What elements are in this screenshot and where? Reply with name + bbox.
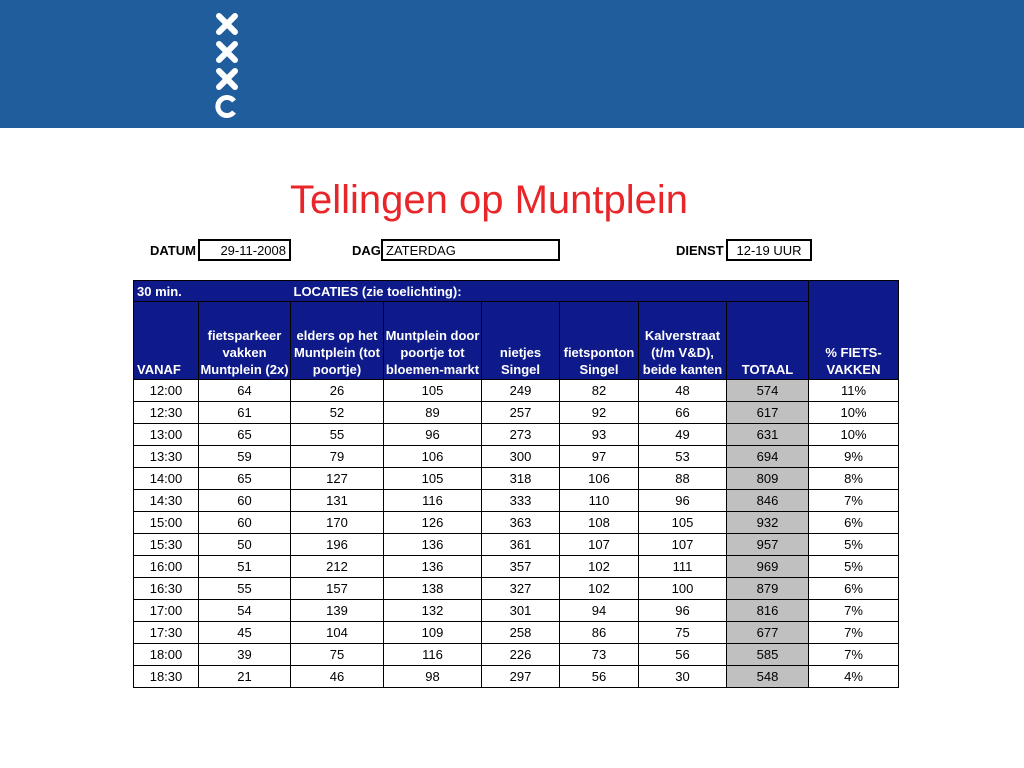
cell-fietsponton: 82 (560, 380, 639, 402)
cell-percent: 5% (809, 534, 899, 556)
cell-fietsparkeervakken: 64 (199, 380, 291, 402)
header-kalverstraat: Kalverstraat (t/m V&D), beide kanten (639, 302, 727, 380)
header-elders: elders op het Muntplein (tot poortje) (291, 302, 384, 380)
header-percent: % FIETS-VAKKEN (809, 281, 899, 380)
page-title: Tellingen op Muntplein (289, 178, 689, 222)
cell-totaal: 809 (727, 468, 809, 490)
cell-fietsponton: 102 (560, 556, 639, 578)
cell-nietjes: 357 (482, 556, 560, 578)
dienst-label: DIENST (676, 243, 724, 258)
header-vanaf: VANAF (134, 302, 199, 380)
cell-poortje: 105 (384, 468, 482, 490)
cell-time: 15:00 (134, 512, 199, 534)
table-row (134, 666, 899, 688)
cell-elders: 157 (291, 578, 384, 600)
cell-percent: 4% (809, 666, 899, 688)
cell-poortje: 106 (384, 446, 482, 468)
cell-elders: 52 (291, 402, 384, 424)
table-header-row (134, 302, 899, 380)
cell-totaal: 957 (727, 534, 809, 556)
cell-fietsparkeervakken: 54 (199, 600, 291, 622)
datum-label: DATUM (150, 243, 196, 258)
cell-fietsparkeervakken: 39 (199, 644, 291, 666)
cell-percent: 8% (809, 468, 899, 490)
cell-fietsparkeervakken: 51 (199, 556, 291, 578)
cell-time: 12:30 (134, 402, 199, 424)
cell-nietjes: 273 (482, 424, 560, 446)
dag-label: DAG (352, 243, 381, 258)
table-row (134, 578, 899, 600)
cell-totaal: 631 (727, 424, 809, 446)
cell-totaal: 932 (727, 512, 809, 534)
cell-time: 18:00 (134, 644, 199, 666)
cell-nietjes: 361 (482, 534, 560, 556)
cell-fietsponton: 93 (560, 424, 639, 446)
cell-kalverstraat: 48 (639, 380, 727, 402)
cell-fietsponton: 94 (560, 600, 639, 622)
cell-totaal: 846 (727, 490, 809, 512)
header-fietsponton: fietsponton Singel (560, 302, 639, 380)
cell-fietsparkeervakken: 50 (199, 534, 291, 556)
cell-time: 14:00 (134, 468, 199, 490)
cell-time: 17:00 (134, 600, 199, 622)
cell-nietjes: 318 (482, 468, 560, 490)
cell-time: 13:00 (134, 424, 199, 446)
cell-percent: 11% (809, 380, 899, 402)
cell-time: 18:30 (134, 666, 199, 688)
cell-fietsparkeervakken: 21 (199, 666, 291, 688)
amsterdam-cross-icon (219, 44, 235, 60)
table-row (134, 446, 899, 468)
cell-time: 16:30 (134, 578, 199, 600)
cell-kalverstraat: 88 (639, 468, 727, 490)
table-row (134, 556, 899, 578)
table-row (134, 512, 899, 534)
dag-field: ZATERDAG (381, 239, 560, 261)
cell-totaal: 585 (727, 644, 809, 666)
cell-nietjes: 258 (482, 622, 560, 644)
table-row (134, 644, 899, 666)
amsterdam-logo (212, 10, 242, 120)
cell-kalverstraat: 53 (639, 446, 727, 468)
cell-nietjes: 327 (482, 578, 560, 600)
cell-poortje: 105 (384, 380, 482, 402)
cell-elders: 131 (291, 490, 384, 512)
table-row (134, 424, 899, 446)
cell-fietsparkeervakken: 61 (199, 402, 291, 424)
cell-poortje: 89 (384, 402, 482, 424)
cell-totaal: 617 (727, 402, 809, 424)
cell-kalverstraat: 96 (639, 490, 727, 512)
cell-percent: 6% (809, 578, 899, 600)
cell-elders: 26 (291, 380, 384, 402)
cell-fietsponton: 102 (560, 578, 639, 600)
cell-nietjes: 226 (482, 644, 560, 666)
cell-percent: 6% (809, 512, 899, 534)
cell-poortje: 138 (384, 578, 482, 600)
cell-elders: 55 (291, 424, 384, 446)
datum-field: 29-11-2008 (198, 239, 291, 261)
caption-locations: LOCATIES (zie toelichting): (291, 281, 809, 302)
cell-fietsparkeervakken: 45 (199, 622, 291, 644)
cell-elders: 139 (291, 600, 384, 622)
header-fietsparkeervakken: fietsparkeer vakken Muntplein (2x) (199, 302, 291, 380)
cell-poortje: 116 (384, 490, 482, 512)
table-row (134, 402, 899, 424)
cell-nietjes: 363 (482, 512, 560, 534)
cell-fietsponton: 86 (560, 622, 639, 644)
cell-kalverstraat: 56 (639, 644, 727, 666)
cell-totaal: 816 (727, 600, 809, 622)
caption-time: 30 min. (134, 281, 199, 302)
cell-elders: 46 (291, 666, 384, 688)
cell-kalverstraat: 66 (639, 402, 727, 424)
cell-nietjes: 249 (482, 380, 560, 402)
cell-totaal: 969 (727, 556, 809, 578)
header-totaal: TOTAAL (727, 302, 809, 380)
cell-totaal: 694 (727, 446, 809, 468)
cell-poortje: 132 (384, 600, 482, 622)
c-logo-icon (218, 97, 234, 115)
cell-kalverstraat: 30 (639, 666, 727, 688)
cell-elders: 196 (291, 534, 384, 556)
cell-fietsponton: 108 (560, 512, 639, 534)
cell-nietjes: 257 (482, 402, 560, 424)
cell-totaal: 574 (727, 380, 809, 402)
header-banner (0, 0, 1024, 128)
cell-time: 16:00 (134, 556, 199, 578)
cell-kalverstraat: 107 (639, 534, 727, 556)
header-poortje: Muntplein door poortje tot bloemen-markt (384, 302, 482, 380)
cell-poortje: 96 (384, 424, 482, 446)
cell-fietsparkeervakken: 65 (199, 468, 291, 490)
cell-poortje: 136 (384, 556, 482, 578)
table-row (134, 468, 899, 490)
cell-nietjes: 301 (482, 600, 560, 622)
cell-fietsponton: 92 (560, 402, 639, 424)
cell-fietsparkeervakken: 60 (199, 490, 291, 512)
cell-percent: 10% (809, 424, 899, 446)
table-row (134, 534, 899, 556)
count-table (133, 280, 899, 688)
cell-kalverstraat: 105 (639, 512, 727, 534)
cell-percent: 7% (809, 644, 899, 666)
cell-totaal: 548 (727, 666, 809, 688)
table-caption-row (134, 281, 899, 302)
cell-elders: 170 (291, 512, 384, 534)
cell-fietsparkeervakken: 59 (199, 446, 291, 468)
cell-time: 14:30 (134, 490, 199, 512)
table-row (134, 600, 899, 622)
cell-elders: 104 (291, 622, 384, 644)
cell-kalverstraat: 75 (639, 622, 727, 644)
cell-kalverstraat: 111 (639, 556, 727, 578)
cell-nietjes: 300 (482, 446, 560, 468)
header-nietjes: nietjes Singel (482, 302, 560, 380)
cell-elders: 127 (291, 468, 384, 490)
cell-fietsponton: 107 (560, 534, 639, 556)
cell-poortje: 136 (384, 534, 482, 556)
cell-percent: 10% (809, 402, 899, 424)
cell-poortje: 116 (384, 644, 482, 666)
cell-totaal: 879 (727, 578, 809, 600)
cell-time: 12:00 (134, 380, 199, 402)
cell-fietsponton: 56 (560, 666, 639, 688)
cell-poortje: 98 (384, 666, 482, 688)
cell-poortje: 126 (384, 512, 482, 534)
cell-totaal: 677 (727, 622, 809, 644)
cell-fietsponton: 110 (560, 490, 639, 512)
cell-fietsponton: 73 (560, 644, 639, 666)
amsterdam-cross-icon (219, 71, 235, 87)
cell-nietjes: 333 (482, 490, 560, 512)
dienst-field: 12-19 UUR (726, 239, 812, 261)
amsterdam-cross-icon (219, 16, 235, 32)
cell-percent: 7% (809, 622, 899, 644)
cell-time: 15:30 (134, 534, 199, 556)
cell-time: 17:30 (134, 622, 199, 644)
cell-poortje: 109 (384, 622, 482, 644)
cell-elders: 79 (291, 446, 384, 468)
cell-fietsparkeervakken: 55 (199, 578, 291, 600)
cell-elders: 212 (291, 556, 384, 578)
cell-kalverstraat: 96 (639, 600, 727, 622)
cell-fietsparkeervakken: 60 (199, 512, 291, 534)
cell-fietsparkeervakken: 65 (199, 424, 291, 446)
cell-percent: 9% (809, 446, 899, 468)
table-row (134, 622, 899, 644)
cell-fietsponton: 97 (560, 446, 639, 468)
cell-fietsponton: 106 (560, 468, 639, 490)
table-body (134, 380, 899, 688)
cell-percent: 7% (809, 490, 899, 512)
table-row (134, 490, 899, 512)
cell-elders: 75 (291, 644, 384, 666)
cell-percent: 5% (809, 556, 899, 578)
cell-kalverstraat: 49 (639, 424, 727, 446)
table-row (134, 380, 899, 402)
cell-percent: 7% (809, 600, 899, 622)
cell-nietjes: 297 (482, 666, 560, 688)
cell-time: 13:30 (134, 446, 199, 468)
cell-kalverstraat: 100 (639, 578, 727, 600)
caption-spacer (199, 281, 291, 302)
